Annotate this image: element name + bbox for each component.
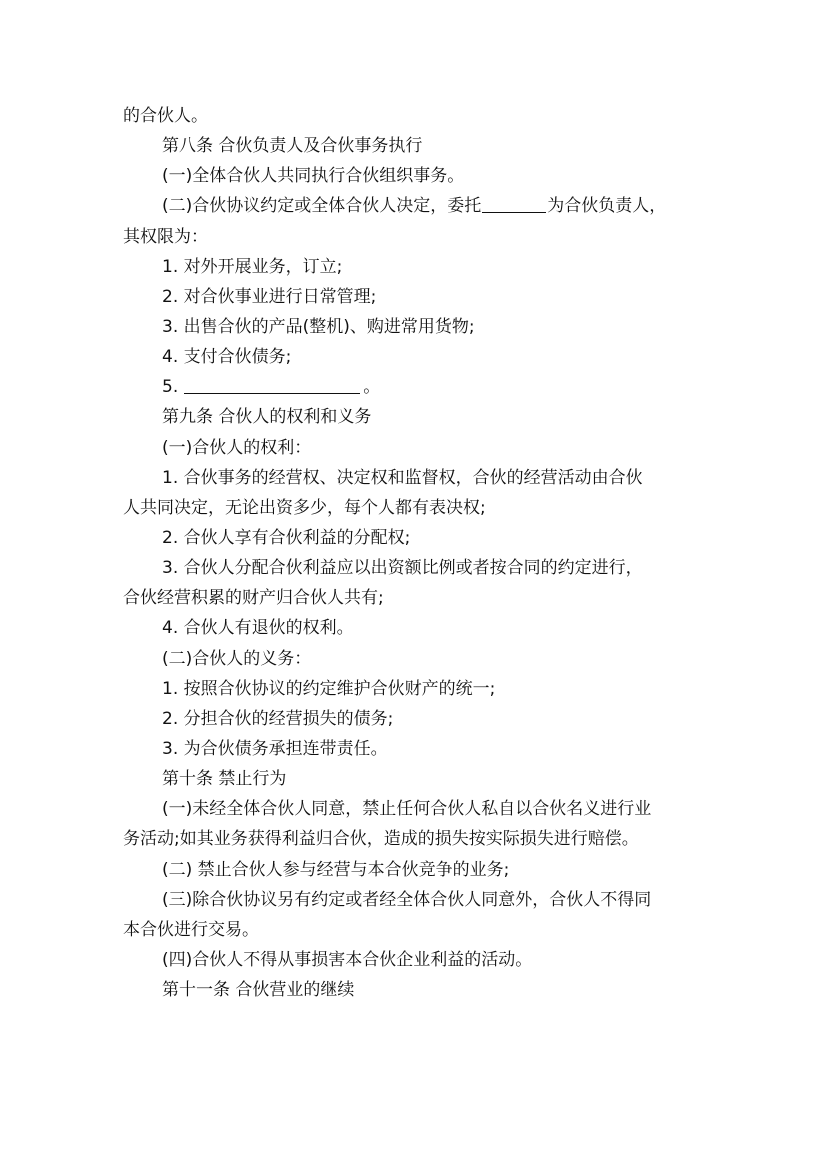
line-text: 。 (363, 377, 381, 398)
paragraph-line: 务活动;如其业务获得利益归合伙，造成的损失按实际损失进行赔偿。 (123, 829, 639, 850)
list-item: 1. 对外开展业务，订立; (162, 256, 343, 277)
list-item: 4. 支付合伙债务; (162, 347, 292, 368)
list-item: 3. 合伙人分配合伙利益应以出资额比例或者按合同的约定进行， (162, 558, 643, 579)
paragraph-line (123, 191, 713, 221)
list-item: 3. 出售合伙的产品(整机)、购进常用货物; (162, 316, 475, 337)
article-heading: 第九条 合伙人的权利和义务 (162, 407, 372, 428)
article-heading: 第十条 禁止行为 (162, 769, 287, 790)
fill-in-blank (482, 196, 546, 213)
paragraph-line: 合伙经营积累的财产归合伙人共有; (123, 588, 384, 609)
paragraph-line: (一)未经全体合伙人同意，禁止任何合伙人私自以合伙名义进行业 (162, 799, 652, 820)
line-text: 为合伙负责人， (547, 196, 667, 217)
paragraph-line: (二) 禁止合伙人参与经营与本合伙竞争的业务; (162, 859, 510, 880)
article-heading: 第八条 合伙负责人及合伙事务执行 (162, 136, 423, 157)
paragraph-line: 的合伙人。 (123, 106, 208, 126)
paragraph-line: (一)合伙人的权利： (162, 437, 312, 458)
list-item (123, 372, 713, 402)
list-item: 1. 合伙事务的经营权、决定权和监督权，合伙的经营活动由合伙 (162, 467, 643, 488)
list-item: 2. 对合伙事业进行日常管理; (162, 286, 377, 307)
paragraph-line: 本合伙进行交易。 (123, 919, 259, 940)
list-item: 3. 为合伙债务承担连带责任。 (162, 738, 388, 759)
paragraph-line: (二)合伙人的义务： (162, 648, 312, 669)
list-item: 4. 合伙人有退伙的权利。 (162, 618, 354, 639)
document-body (123, 101, 713, 1005)
article-heading: 第十一条 合伙营业的继续 (162, 980, 355, 1001)
paragraph-line: 其权限为： (123, 226, 208, 247)
list-item: 2. 分担合伙的经营损失的债务; (162, 708, 394, 729)
list-item: 2. 合伙人享有合伙利益的分配权; (162, 527, 411, 548)
line-text: (二)合伙协议约定或全体合伙人决定，委托 (162, 196, 482, 217)
paragraph-line: (三)除合伙协议另有约定或者经全体合伙人同意外，合伙人不得同 (162, 889, 652, 910)
paragraph-line: (一)全体合伙人共同执行合伙组织事务。 (162, 166, 465, 187)
fill-in-blank (184, 377, 360, 394)
line-text: 5. (162, 377, 179, 398)
paragraph-line: 人共同决定，无论出资多少，每个人都有表决权; (123, 497, 486, 518)
paragraph-line: (四)合伙人不得从事损害本合伙企业利益的活动。 (162, 949, 533, 970)
list-item: 1. 按照合伙协议的约定维护合伙财产的统一; (162, 678, 496, 699)
